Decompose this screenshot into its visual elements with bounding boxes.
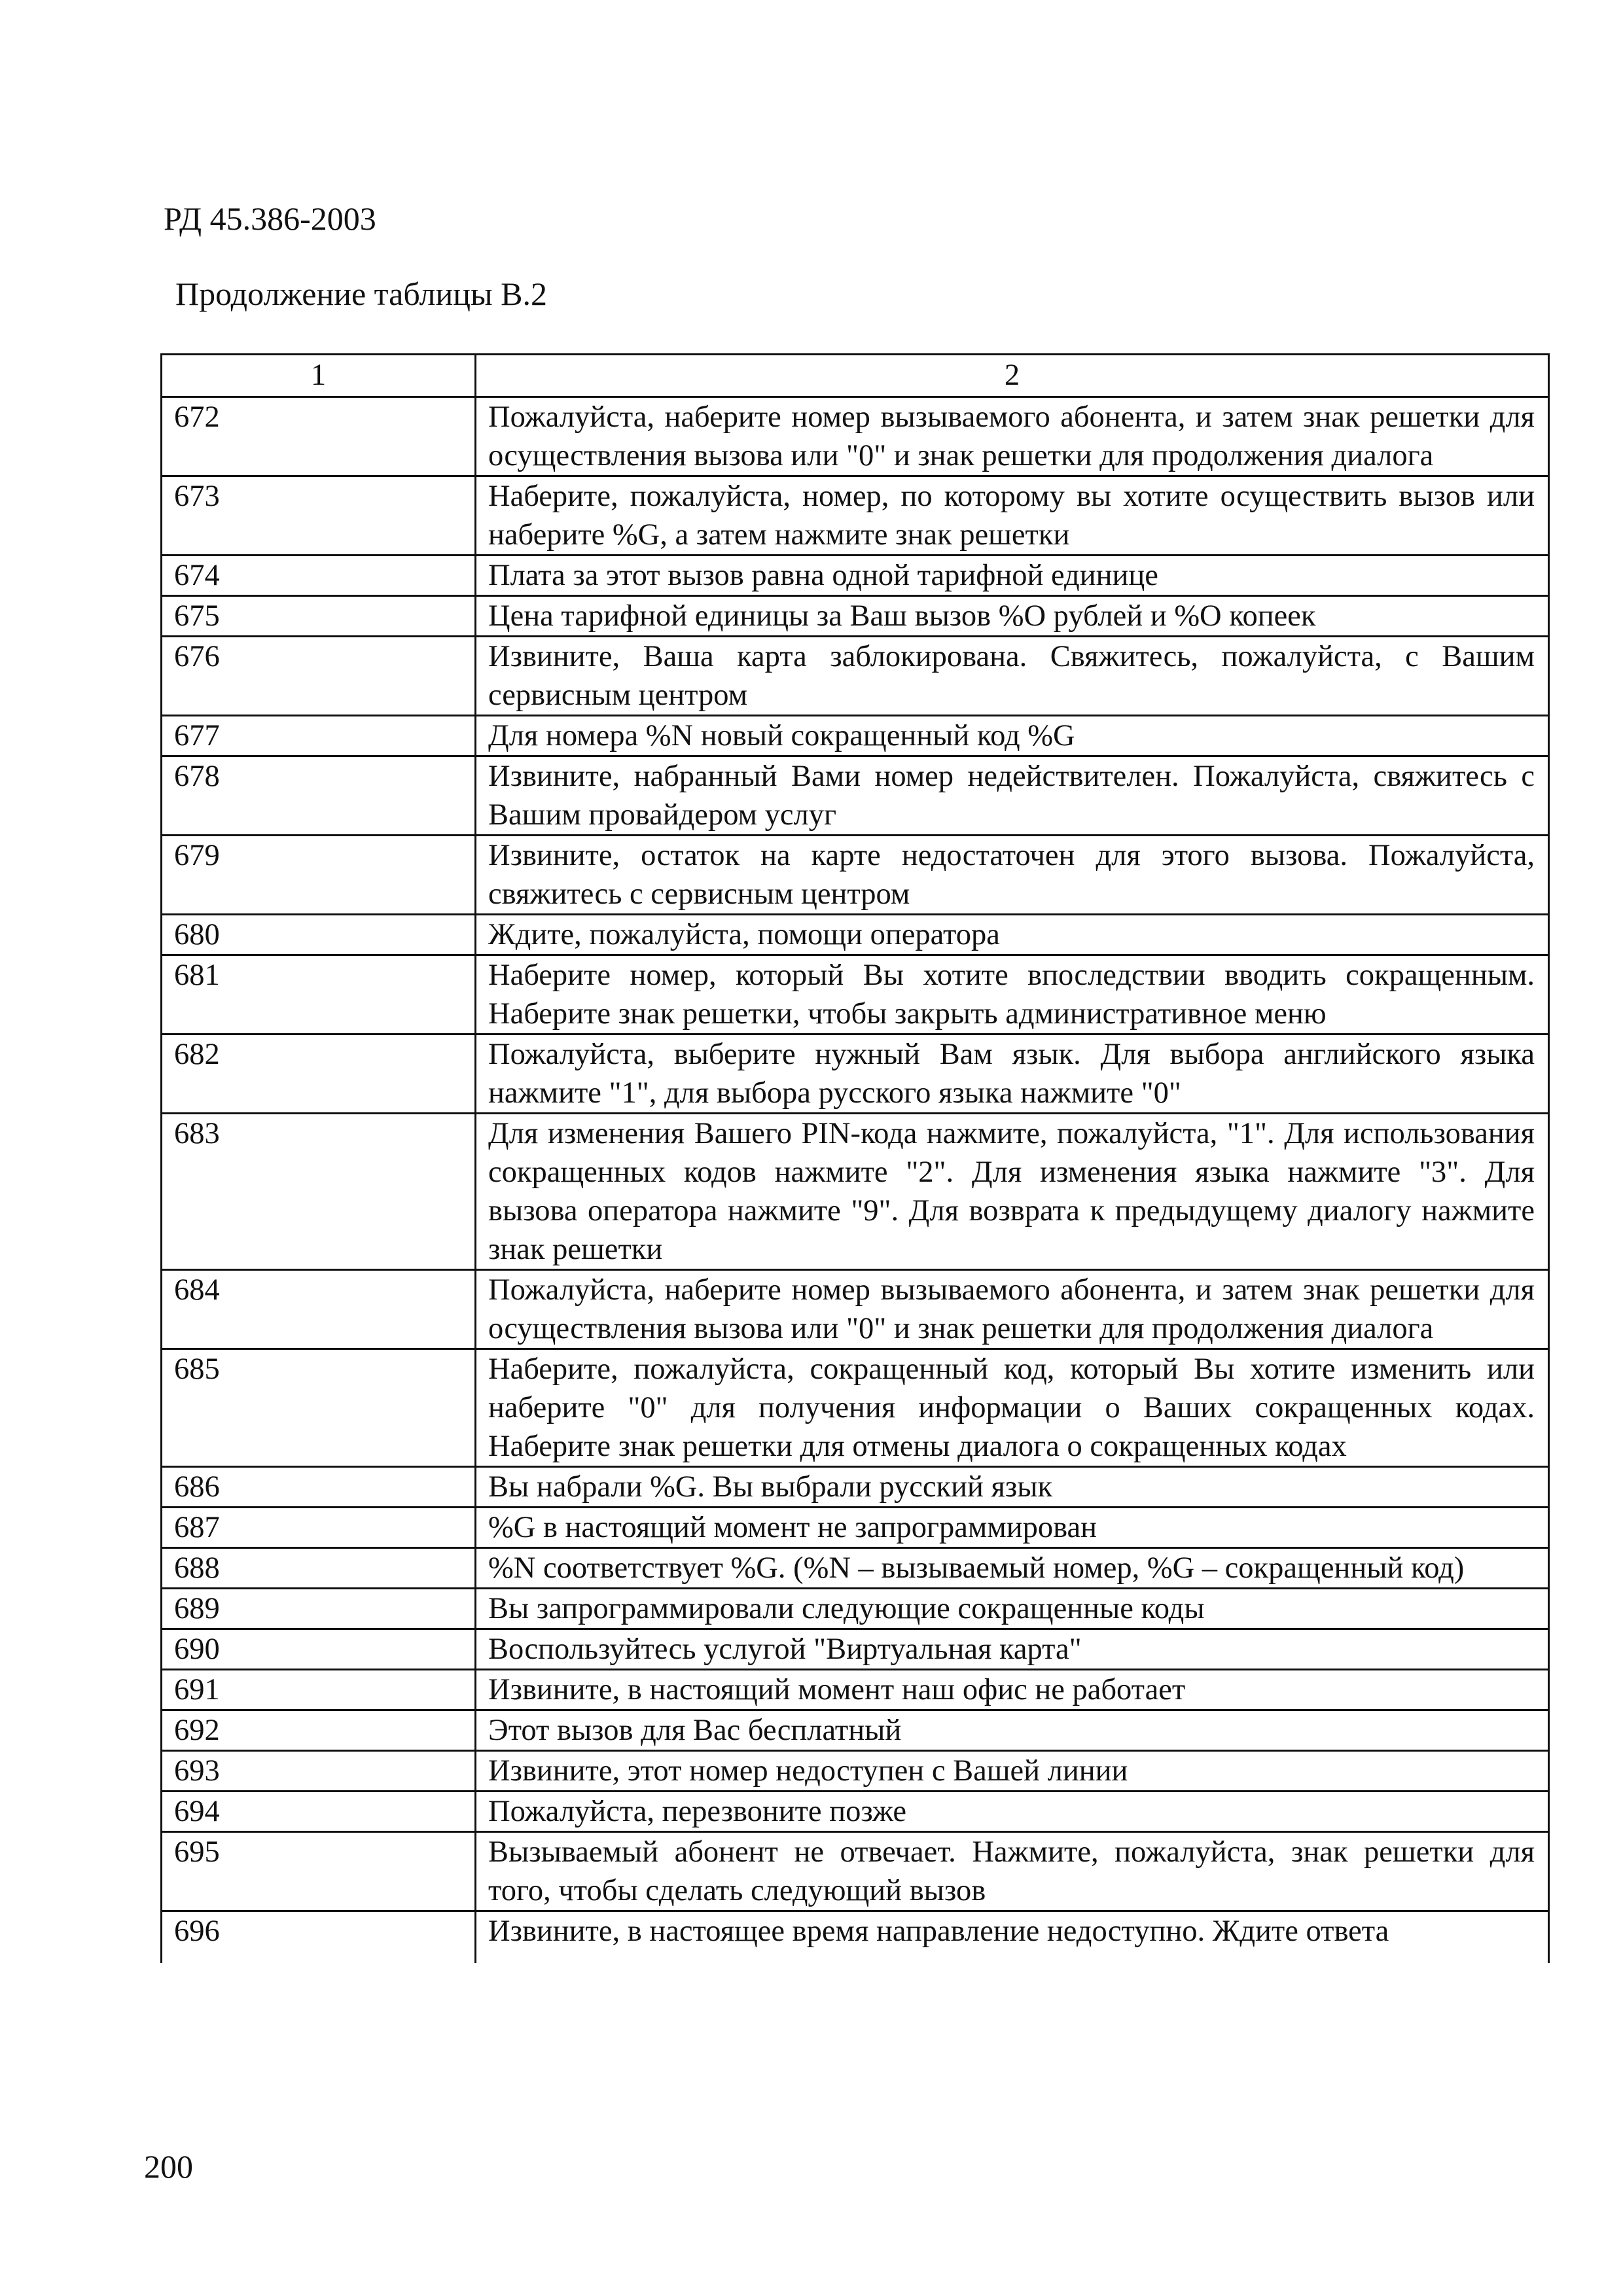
- messages-table: [160, 353, 1550, 1963]
- table-row: [162, 1034, 1549, 1114]
- row-number: 693: [162, 1751, 476, 1792]
- table-row: [162, 756, 1549, 836]
- row-text: Этот вызов для Вас бесплатный: [476, 1710, 1549, 1751]
- table-row: [162, 1467, 1549, 1508]
- table-row: [162, 1270, 1549, 1349]
- row-number: 676: [162, 637, 476, 716]
- row-text: Пожалуйста, наберите номер вызываемого абонента, и затем знак решетки для осуществления вызова или "0" и знак решетки для продолжения диалога: [476, 397, 1549, 476]
- row-text: Пожалуйста, выберите нужный Вам язык. Для выбора английского языка нажмите "1", для выбора русского языка нажмите "0": [476, 1034, 1549, 1114]
- row-number: 682: [162, 1034, 476, 1114]
- column-header-number: 1: [162, 355, 476, 397]
- row-text: Извините, этот номер недоступен с Вашей линии: [476, 1751, 1549, 1792]
- row-text: Извините, в настоящий момент наш офис не работает: [476, 1670, 1549, 1710]
- page-number: 200: [144, 2148, 193, 2185]
- table-row: [162, 1508, 1549, 1548]
- row-text: Вы набрали %G. Вы выбрали русский язык: [476, 1467, 1549, 1508]
- table-row: [162, 1629, 1549, 1670]
- row-number: 694: [162, 1792, 476, 1832]
- row-text: Плата за этот вызов равна одной тарифной единице: [476, 556, 1549, 596]
- table-row: [162, 1832, 1549, 1911]
- row-text: Извините, в настоящее время направление недоступно. Ждите ответа: [476, 1911, 1549, 1964]
- row-number: 673: [162, 476, 476, 556]
- row-number: 688: [162, 1548, 476, 1589]
- table-row: [162, 1792, 1549, 1832]
- row-number: 677: [162, 716, 476, 756]
- row-number: 695: [162, 1832, 476, 1911]
- row-number: 679: [162, 836, 476, 915]
- row-number: 696: [162, 1911, 476, 1964]
- row-number: 684: [162, 1270, 476, 1349]
- table-row: [162, 1548, 1549, 1589]
- row-number: 681: [162, 955, 476, 1034]
- row-text: Вы запрограммировали следующие сокращенные коды: [476, 1589, 1549, 1629]
- table-row: [162, 596, 1549, 637]
- row-number: 672: [162, 397, 476, 476]
- table-row: [162, 556, 1549, 596]
- row-number: 674: [162, 556, 476, 596]
- table-row: [162, 397, 1549, 476]
- table-row: [162, 1751, 1549, 1792]
- row-text: Извините, набранный Вами номер недействителен. Пожалуйста, свяжитесь с Вашим провайдером услуг: [476, 756, 1549, 836]
- row-text: Наберите номер, который Вы хотите впоследствии вводить сокращенным. Наберите знак решетки, чтобы закрыть административное меню: [476, 955, 1549, 1034]
- row-text: Наберите, пожалуйста, сокращенный код, который Вы хотите изменить или наберите "0" для получения информации о Ваших сокращенных кодах. Наберите знак решетки для отмены диалога о сокращенных кодах: [476, 1349, 1549, 1467]
- table-row: [162, 955, 1549, 1034]
- row-text: Пожалуйста, перезвоните позже: [476, 1792, 1549, 1832]
- column-header-text: 2: [476, 355, 1549, 397]
- row-number: 686: [162, 1467, 476, 1508]
- table-row: [162, 476, 1549, 556]
- row-text: Ждите, пожалуйста, помощи оператора: [476, 915, 1549, 955]
- table-row: [162, 637, 1549, 716]
- row-text: Вызываемый абонент не отвечает. Нажмите, пожалуйста, знак решетки для того, чтобы сделать следующий вызов: [476, 1832, 1549, 1911]
- row-text: Для номера %N новый сокращенный код %G: [476, 716, 1549, 756]
- table-row: [162, 1114, 1549, 1270]
- table-header-row: [162, 355, 1549, 397]
- row-number: 687: [162, 1508, 476, 1548]
- row-text: Воспользуйтесь услугой "Виртуальная карта": [476, 1629, 1549, 1670]
- table-row: [162, 915, 1549, 955]
- row-text: Извините, остаток на карте недостаточен для этого вызова. Пожалуйста, свяжитесь с сервисным центром: [476, 836, 1549, 915]
- row-text: Цена тарифной единицы за Ваш вызов %O рублей и %O копеек: [476, 596, 1549, 637]
- row-text: %N соответствует %G. (%N – вызываемый номер, %G – сокращенный код): [476, 1548, 1549, 1589]
- row-text: Для изменения Вашего PIN-кода нажмите, пожалуйста, "1". Для использования сокращенных кодов нажмите "2". Для изменения языка нажмите "3". Для вызова оператора нажмите "9". Для возврата к предыдущему диалогу нажмите знак решетки: [476, 1114, 1549, 1270]
- row-number: 675: [162, 596, 476, 637]
- table-row: [162, 836, 1549, 915]
- row-number: 691: [162, 1670, 476, 1710]
- row-text: Пожалуйста, наберите номер вызываемого абонента, и затем знак решетки для осуществления вызова или "0" и знак решетки для продолжения диалога: [476, 1270, 1549, 1349]
- row-number: 678: [162, 756, 476, 836]
- table-row: [162, 716, 1549, 756]
- table-row: [162, 1670, 1549, 1710]
- table-row: [162, 1349, 1549, 1467]
- row-text: Извините, Ваша карта заблокирована. Свяжитесь, пожалуйста, с Вашим сервисным центром: [476, 637, 1549, 716]
- row-number: 689: [162, 1589, 476, 1629]
- row-number: 685: [162, 1349, 476, 1467]
- table-row: [162, 1589, 1549, 1629]
- row-text: %G в настоящий момент не запрограммирован: [476, 1508, 1549, 1548]
- row-number: 680: [162, 915, 476, 955]
- row-text: Наберите, пожалуйста, номер, по которому вы хотите осуществить вызов или наберите %G, а затем нажмите знак решетки: [476, 476, 1549, 556]
- table-row: [162, 1710, 1549, 1751]
- row-number: 690: [162, 1629, 476, 1670]
- row-number: 692: [162, 1710, 476, 1751]
- document-code: РД 45.386-2003: [164, 200, 376, 237]
- table-row: [162, 1911, 1549, 1964]
- table-caption: Продолжение таблицы В.2: [175, 275, 547, 312]
- row-number: 683: [162, 1114, 476, 1270]
